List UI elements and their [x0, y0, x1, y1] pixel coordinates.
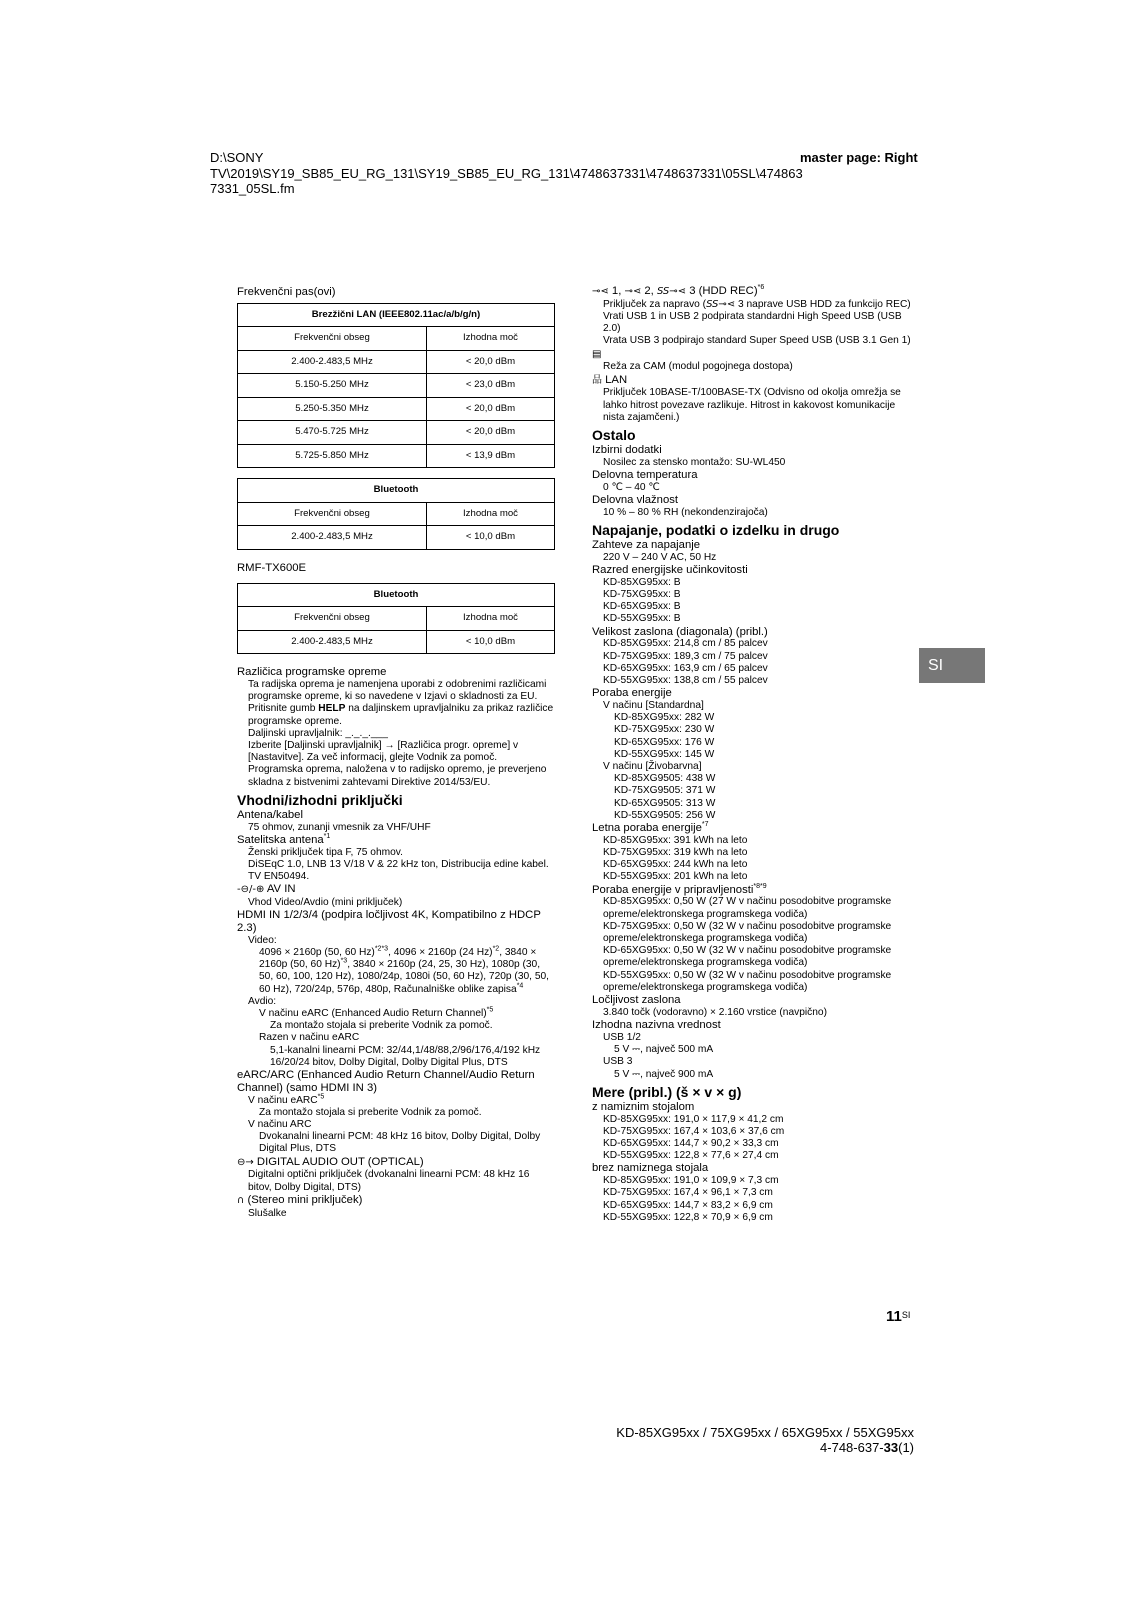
cam-value: Reža za CAM (modul pogojnega dostopa): [603, 361, 793, 373]
dimensions-heading: Mere (pribl.) (š × v × g): [592, 1083, 742, 1100]
optional-value: Nosilec za stensko montažo: SU-WL450: [603, 456, 786, 468]
headphone-icon: ∩: [237, 1194, 245, 1206]
file-path: D:\SONY TV\2019\SY19_SB85_EU_RG_131\SY19_SB85_EU_RG_131\4748637331\4748637331\05SL\474863 7331_05SL.fm: [210, 150, 803, 196]
satellite-value: Ženski priključek tipa F, 75 ohmov.: [248, 846, 403, 858]
footer: [616, 1425, 914, 1455]
earc-mode-value: Za montažo stojala si preberite Vodnik za pomoč.: [259, 1106, 482, 1118]
usb-icon: ⊸⋖: [592, 286, 609, 297]
without-stand-label: brez namiznega stojala: [592, 1162, 709, 1175]
usb12-label: USB 1/2: [603, 1031, 641, 1043]
sw-text: Ta radijska oprema je namenjena uporabi z odobrenimi različicami programske opreme, ki so navedene v Izjavi o skladnosti za EU.: [248, 678, 547, 703]
optional-label: Izbirni dodatki: [592, 444, 662, 457]
list-item: KD-85XG95xx: 282 W: [614, 712, 715, 724]
table-row: 2.400-2.483,5 MHz < 10,0 dBm: [238, 630, 555, 654]
sw-text: Izberite [Daljinski upravljalnik] → [Različica progr. opreme] v [Nastavitve]. Za več informacij, glejte Vodnik za pomoč.: [248, 739, 519, 764]
humidity-label: Delovna vlažnost: [592, 494, 679, 507]
list-item: KD-85XG9505: 438 W: [614, 773, 716, 785]
sw-text: Daljinski upravljalnik: _._._.___: [248, 727, 388, 739]
table-header: Frekvenčni obseg: [238, 607, 427, 631]
earc-mode: V načinu eARC$^{*5}$: [248, 1093, 325, 1106]
temp-label: Delovna temperatura: [592, 469, 698, 482]
rated-output-label: Izhodna nazivna vrednost: [592, 1019, 721, 1032]
list-item: KD-65XG95xx: 144,7 × 90,2 × 33,3 cm: [603, 1137, 779, 1149]
page-number: $11^{SI}$: [886, 1308, 911, 1325]
list-item: KD-65XG95xx: B: [603, 601, 681, 613]
table-title: Bluetooth: [238, 479, 555, 503]
list-item: KD-65XG9505: 313 W: [614, 797, 716, 809]
av-in-icon: -⊖/-⊕: [237, 884, 265, 896]
list-item: KD-65XG95xx: 163,9 cm / 65 palcev: [603, 662, 768, 674]
sw-text: Programska oprema, naložena v to radijsko opremo, je preverjeno skladna z bistvenimi zahtevami Direktive 2014/53/EU.: [248, 764, 547, 788]
screen-size-label: Velikost zaslona (diagonala) (pribl.): [592, 625, 768, 638]
lan-icon: 品: [592, 374, 602, 386]
headphone-value: Slušalke: [248, 1207, 287, 1219]
audio-lpcm: 5,1-kanalni linearni PCM: 32/44,1/48/88,2/96/176,4/192 kHz 16/20/24 bitov, Dolby Digital, Dolby Digital Plus, DTS: [270, 1044, 541, 1068]
list-item: KD-85XG95xx: 391 kWh na leto: [603, 834, 748, 846]
dc-icon: ⎓: [632, 1068, 641, 1080]
list-item: KD-55XG95xx: B: [603, 613, 681, 625]
list-item: KD-75XG95xx: 189,3 cm / 75 palcev: [603, 650, 768, 662]
list-item: KD-55XG9505: 256 W: [614, 809, 716, 821]
list-item: KD-85XG95xx: B: [603, 576, 681, 588]
table-row: 5.470-5.725 MHz < 20,0 dBm: [238, 421, 555, 445]
usb-value: Vrata USB 3 podpirajo standard Super Speed USB (USB 3.1 Gen 1): [603, 335, 911, 347]
list-item: KD-75XG95xx: 230 W: [614, 724, 715, 736]
table-row: 5.150-5.250 MHz < 23,0 dBm: [238, 374, 555, 398]
standby-label: Poraba energije v pripravljenosti$^{*8*9}$: [592, 882, 767, 896]
table-title: Bluetooth: [238, 583, 555, 607]
av-in-value: Vhod Video/Avdio (mini priključek): [248, 896, 403, 908]
sw-text: Pritisnite gumb HELP na daljinskem upravljalniku za prikaz različice programske opreme.: [248, 703, 554, 727]
usb-label: ⊸⋖ 1, ⊸⋖ 2, SS⊸⋖ 3 (HDD REC)$^{*6}$: [592, 284, 765, 297]
power-heading: Napajanje, podatki o izdelku in drugo: [592, 522, 840, 539]
antenna-value: 75 ohmov, zunanji vmesnik za VHF/UHF: [248, 821, 431, 833]
list-item: KD-55XG95xx: 138,8 cm / 55 palcev: [603, 675, 768, 687]
earc-label: eARC/ARC (Enhanced Audio Return Channel/Audio Return Channel) (samo HDMI IN 3): [237, 1068, 535, 1094]
usb-value: Priključek za napravo (SS⊸⋖ 3 naprave USB HDD za funkcijo REC): [603, 298, 911, 310]
lan-value: Priključek 10BASE-T/100BASE-TX (Odvisno od okolja omrežja se lahko hitrost povezave razlikuje. Hitrost in kakovost komunikacije nista zajamčeni.): [603, 387, 901, 423]
temp-value: 0 ℃ – 40 ℃: [603, 481, 660, 493]
lan-label: 品 LAN: [592, 373, 628, 386]
audio-label: Avdio:: [248, 995, 277, 1007]
footer-code: 4-748-637-33(1): [820, 1440, 914, 1455]
consumption-label: Poraba energije: [592, 687, 672, 700]
list-item: KD-85XG95xx: 191,0 × 109,9 × 7,3 cm: [603, 1175, 779, 1187]
table-header: Izhodna moč: [426, 502, 554, 526]
list-item: KD-75XG95xx: 167,4 × 103,6 × 37,6 cm: [603, 1125, 785, 1137]
audio-earc-value: Za montažo stojala si preberite Vodnik za pomoč.: [270, 1020, 493, 1032]
usb-ss-icon: SS⊸⋖: [656, 286, 687, 297]
list-item: KD-65XG95xx: 244 kWh na leto: [603, 859, 748, 871]
optical-label: ⊖→ DIGITAL AUDIO OUT (OPTICAL): [237, 1155, 424, 1168]
satellite-label: Satelitska antena$^{*1}$: [237, 832, 331, 846]
headphone-label: ∩ (Stereo mini priključek): [237, 1193, 363, 1206]
table-row: 2.400-2.483,5 MHz < 20,0 dBm: [238, 350, 555, 374]
language-tab: SI: [919, 648, 985, 683]
energy-class-label: Razred energijske učinkovitosti: [592, 564, 748, 577]
optical-value: Digitalni optični priključek (dvokanalni linearni PCM: 48 kHz 16 bitov, Dolby Digital, DTS): [248, 1169, 530, 1193]
table-header: Izhodna moč: [426, 607, 554, 631]
video-value: 4096 × 2160p (50, 60 Hz)$^{*2*3}$, 4096 × 2160p (24 Hz)$^{*2}$, 3840 × 2160p (50, 60 Hz)$^{*3}$, 3840 × 2160p (24, 25, 30 Hz), 1080p (30, 50, 60, 100, 120 Hz), 1080/24p, 1080i (50, 60 Hz), 720p (30, 50, 60 Hz), 720/24p, 576p, 480p, Računalniške oblike zapisa$^{*4}$: [259, 945, 549, 995]
audio-except: Razen v načinu eARC: [259, 1032, 360, 1044]
usb3-label: USB 3: [603, 1056, 633, 1068]
power-req-value: 220 V – 240 V AC, 50 Hz: [603, 551, 717, 563]
cam-slot-icon: ▤: [592, 348, 602, 360]
dc-icon: ⎓: [632, 1044, 641, 1056]
usb-ss-icon: SS⊸⋖: [706, 298, 736, 310]
standard-mode: V načinu [Standardna]: [603, 700, 704, 712]
left-column: [237, 286, 555, 1220]
list-item: KD-55XG95xx: 122,8 × 77,6 × 27,4 cm: [603, 1150, 779, 1162]
io-heading: Vhodni/izhodni priključki: [237, 791, 403, 808]
list-item: KD-65XG95xx: 0,50 W (32 W v načinu posodobitve programske opreme/elektronskega programskega vodiča): [603, 945, 892, 969]
usb-value: Vrati USB 1 in USB 2 podpirata standardni High Speed USB (USB 2.0): [603, 311, 902, 335]
list-item: KD-55XG95xx: 145 W: [614, 748, 715, 760]
freq-bands-label: Frekvenčni pas(ovi): [237, 286, 336, 298]
list-item: KD-55XG95xx: 201 kWh na leto: [603, 871, 748, 883]
list-item: KD-75XG95xx: 167,4 × 96,1 × 7,3 cm: [603, 1187, 773, 1199]
table-row: 5.250-5.350 MHz < 20,0 dBm: [238, 397, 555, 421]
vivid-mode: V načinu [Živobarvna]: [603, 761, 702, 773]
resolution-value: 3.840 točk (vodoravno) × 2.160 vrstice (navpično): [603, 1006, 827, 1018]
rmf-label: RMF-TX600E: [237, 561, 307, 574]
list-item: KD-75XG95xx: 0,50 W (32 W v načinu posodobitve programske opreme/elektronskega programskega vodiča): [603, 920, 892, 945]
other-heading: Ostalo: [592, 427, 636, 444]
arc-mode: V načinu ARC: [248, 1118, 312, 1130]
bluetooth-table: [237, 478, 555, 550]
sw-version-label: Različica programske opreme: [237, 666, 387, 679]
list-item: KD-75XG95xx: 319 kWh na leto: [603, 847, 748, 859]
footer-models: KD-85XG95xx / 75XG95xx / 65XG95xx / 55XG95xx: [616, 1425, 914, 1440]
arc-mode-value: Dvokanalni linearni PCM: 48 kHz 16 bitov, Dolby Digital, Dolby Digital Plus, DTS: [259, 1131, 541, 1155]
table-title: Brezžični LAN (IEEE802.11ac/a/b/g/n): [238, 303, 555, 327]
list-item: KD-85XG95xx: 0,50 W (27 W v načinu posodobitve programske opreme/elektronskega programskega vodiča): [603, 896, 892, 920]
list-item: KD-75XG9505: 371 W: [614, 785, 716, 797]
list-item: KD-75XG95xx: B: [603, 589, 681, 601]
list-item: KD-55XG95xx: 0,50 W (32 W v načinu posodobitve programske opreme/elektronskega programskega vodiča): [603, 969, 892, 993]
audio-earc: V načinu eARC (Enhanced Audio Return Channel)$^{*5}$: [259, 1006, 494, 1019]
list-item: KD-85XG95xx: 214,8 cm / 85 palcev: [603, 638, 768, 650]
annual-label: Letna poraba energije$^{*7}$: [592, 821, 709, 835]
wlan-table: [237, 303, 555, 469]
antenna-label: Antena/kabel: [237, 808, 303, 821]
table-row: 2.400-2.483,5 MHz < 10,0 dBm: [238, 526, 555, 550]
master-page-label: master page: Right: [800, 150, 918, 165]
with-stand-label: z namiznim stojalom: [592, 1100, 695, 1113]
right-column: [592, 285, 912, 1224]
list-item: KD-65XG95xx: 176 W: [614, 736, 715, 748]
hdmi-label: HDMI IN 1/2/3/4 (podpira ločljivost 4K, Kompatibilno z HDCP 2.3): [237, 909, 541, 934]
usb12-value: 5 V ⎓, največ 500 mA: [614, 1044, 714, 1056]
video-label: Video:: [248, 934, 277, 946]
list-item: KD-65XG95xx: 144,7 × 83,2 × 6,9 cm: [603, 1199, 773, 1211]
table-header: Izhodna moč: [426, 327, 554, 351]
rmf-bluetooth-table: [237, 583, 555, 655]
av-in-label: -⊖/-⊕ AV IN: [237, 883, 296, 896]
table-row: 5.725-5.850 MHz < 13,9 dBm: [238, 444, 555, 468]
power-req-label: Zahteve za napajanje: [592, 539, 701, 552]
optical-icon: ⊖→: [237, 1156, 254, 1168]
usb3-value: 5 V ⎓, največ 900 mA: [614, 1068, 714, 1080]
list-item: KD-85XG95xx: 191,0 × 117,9 × 41,2 cm: [603, 1113, 784, 1125]
humidity-value: 10 % – 80 % RH (nekondenzirajoča): [603, 506, 768, 518]
table-header: Frekvenčni obseg: [238, 502, 427, 526]
resolution-label: Ločljivost zaslona: [592, 994, 681, 1007]
satellite-value: DiSEqC 1.0, LNB 13 V/18 V & 22 kHz ton, Distribucija edine kabel. TV EN50494.: [248, 858, 549, 882]
list-item: KD-55XG95xx: 122,8 × 70,9 × 6,9 cm: [603, 1211, 773, 1223]
table-header: Frekvenčni obseg: [238, 327, 427, 351]
usb-icon: ⊸⋖: [624, 286, 642, 297]
